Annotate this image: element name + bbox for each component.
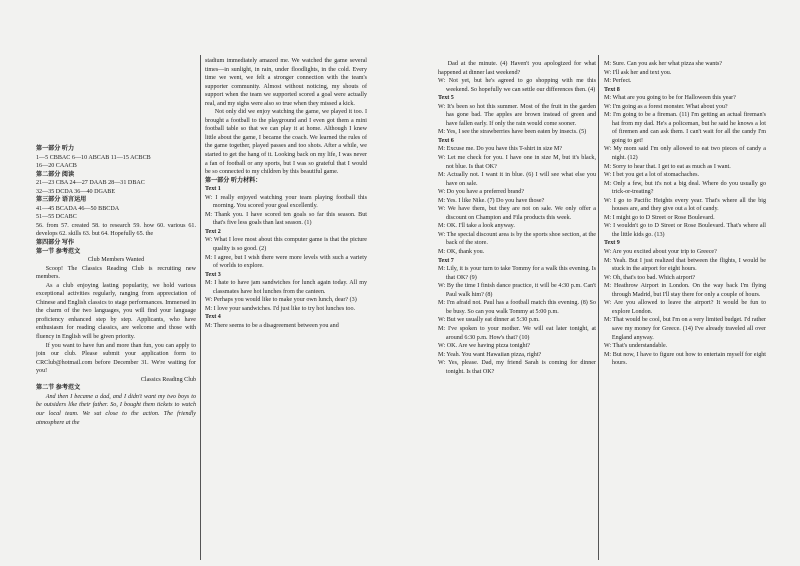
- col1-line: 第一部分 听力: [36, 146, 75, 152]
- col4-line: M: Sure. Can you ask her what pizza she wants?: [604, 61, 723, 67]
- col3-line: M: Yes. I like Nike. (7) Do you have those?: [438, 197, 545, 204]
- col3-line: M: Yeah. You want Hawaiian pizza, right?: [438, 351, 542, 358]
- col4-line: M: That would be cool, but I'm on a very limited budget. I'd rather save my money for Greece. (14) I've already traveled all over England anyway.: [604, 317, 766, 341]
- col4-line: M: What are you going to be for Halloween this year?: [604, 95, 736, 102]
- col1-line: 56. from 57. created 58. to research 59. how 60. various 61. develops 62. skills 63. but 64. Hopefully 65. the: [36, 222, 196, 238]
- col2-line: Text 1: [205, 186, 221, 193]
- col3-line: M: Lily, it is your turn to take Tommy for a walk this evening. Is that OK? (9): [438, 266, 596, 281]
- col4-line: M: Perfect.: [604, 78, 632, 85]
- col3-line: W: We have them, but they are not on sale. We only offer a discount on Champion and Fila products this week.: [438, 206, 596, 221]
- column-4: [604, 0, 766, 566]
- col1-line: 21—23 CBA 24—27 DAAB 28—31 DBAC: [36, 180, 145, 187]
- col2-line: W: What I love most about this computer game is that the picture quality is so good. (2): [205, 237, 367, 253]
- col1-line: Scoop! The Classics Reading Club is recruiting new members.: [36, 265, 196, 281]
- col4-line: W: I go to Pacific Heights every year. That's where all the big houses are, and they give out a lot of candy.: [604, 197, 766, 213]
- col1-line: 第四部分 写作: [36, 240, 75, 247]
- col1-line: Classics Reading Club: [140, 376, 196, 383]
- col1-line: And then I became a dad, and I didn't want my two boys to be outsiders like their father. So, I bought them tickets to watch our local team. We sat close to the action. The friendly atmosphere at the: [36, 393, 196, 426]
- col4-line: M: Only a few, but it's not a big deal. Where do you usually go trick-or-treating?: [604, 180, 766, 196]
- col3-line: M: OK. I'll take a look anyway.: [438, 223, 515, 230]
- col1-line: Club Members Wanted: [87, 257, 145, 264]
- col1-line: 16—20 CAACB: [36, 163, 77, 170]
- col3-line: W: Do you have a preferred brand?: [438, 189, 525, 196]
- col4-line: W: That's understandable.: [604, 343, 668, 350]
- col2-line: Text 3: [205, 271, 221, 278]
- col4-line: Text 8: [604, 86, 620, 93]
- column-2: [205, 0, 367, 566]
- col1-line: If you want to have fun and more than fun, you can apply to join our club. Please submit your application form to CRClub@hotmail.com before December 31. We're waiting for you!: [36, 342, 196, 375]
- col1-line: As a club enjoying lasting popularity, we hold various exceptional activities regularly, ranging from appreciation of Chinese and English classics to stage performances. Immersed in the charm of the two languages, you will find your language proficiency enhanced step by step. Applicants, who have enthusiasm for reading classics, are welcome and those with fluency in English will be given priority.: [36, 282, 196, 341]
- col1-line: 1—5 CBBAC 6—10 ABCAB 11—15 ACBCB: [36, 154, 151, 161]
- col2-line: Text 2: [205, 228, 221, 235]
- col2-line: W: I really enjoyed watching your team playing football this morning. You scored your goal excellently.: [205, 194, 367, 210]
- col4-line: W: I'm going as a forest monster. What about you?: [604, 103, 728, 110]
- col1-line: 第一节 参考范文: [36, 248, 81, 255]
- col3-line: M: Yes, I see the strawberries have been eaten by insects. (5): [438, 129, 587, 136]
- col3-line: W: It's been so hot this summer. Most of the fruit in the garden has gone bad. The apples are brown instead of green and have fallen early. If only the rain would come sooner.: [438, 103, 596, 127]
- col4-line: M: But now, I have to figure out how to entertain myself for eight hours.: [604, 351, 766, 367]
- col3-line: Text 5: [438, 95, 454, 102]
- col2-line: M: I hate to have jam sandwiches for lunch again today. All my classmates have hot lunches from the canteen.: [205, 280, 367, 295]
- col3-line: M: Excuse me. Do you have this T-shirt in size M?: [438, 146, 563, 153]
- col3-line: W: But we usually eat dinner at 5:30 p.m.: [438, 317, 540, 324]
- col4-line: W: I bet you get a lot of stomachaches.: [604, 172, 700, 179]
- col4-line: W: Are you excited about your trip to Greece?: [604, 249, 717, 256]
- col4-line: M: I might go to D Street or Rose Boulevard.: [604, 214, 715, 221]
- col1-line: 51—55 DCABC: [36, 214, 77, 221]
- col2-line: stadium immediately amazed me. We watched the game several times—in sunlight, in rain, under floodlights, in the cold. Every time we went, we felt a stronger connection with the team's supporter community. Almost without noticing, my shouts of support when the team we supported scored a goal were actually real, and my sighs were also so true when they missed a kick.: [205, 58, 367, 107]
- col2-line: M: I agree, but I wish there were more levels with such a variety of worlds to explore.: [205, 254, 367, 270]
- col3-line: M: OK, thank you.: [438, 249, 485, 256]
- col3-line: W: Yes, please. Dad, my friend Sarah is coming for dinner tonight. Is that OK?: [438, 360, 596, 375]
- col4-line: W: Are you allowed to leave the airport? It would be fun to explore London.: [604, 300, 766, 315]
- column-divider-left: [200, 55, 201, 560]
- col3-line: W: The special discount area is by the sports shoe section, at the back of the store.: [438, 231, 596, 247]
- col3-line: Text 7: [438, 257, 454, 264]
- col4-line: M: I'm going to be a fireman. (11) I'm getting an actual fireman's hat from my dad. He's a policeman, but he said he knows a lot of firemen and can ask them. I can't wait for all the candy I'm going to get!: [604, 112, 766, 144]
- col3-line: W: Not yet, but he's agreed to go shopping with me this weekend. So hopefully we can settle our differences then. (4): [438, 78, 596, 93]
- col4-line: W: Oh, that's too bad. Which airport?: [604, 274, 696, 281]
- col4-line: Text 9: [604, 240, 620, 247]
- col4-line: W: I wouldn't go to D Street or Rose Boulevard. That's where all the little kids go. (13): [604, 223, 766, 238]
- col3-line: M: I've spoken to your mother. We will eat later tonight, at around 6:30 p.m. How's that? (10): [438, 325, 596, 341]
- col2-line: W: Perhaps you would like to make your own lunch, dear? (3): [205, 297, 357, 304]
- col3-line: W: OK. Are we having pizza tonight?: [438, 343, 530, 350]
- col1-line: 41—45 BCADA 46—50 BBCDA: [36, 205, 120, 212]
- col3-line: Dad at the minute. (4) Haven't you apologized for what happened at dinner last weekend?: [438, 61, 596, 76]
- column-1: [36, 0, 196, 566]
- col1-line: 第三部分 语言运用: [36, 197, 87, 204]
- column-divider-right: [598, 55, 599, 560]
- col4-line: W: My mom said I'm only allowed to eat two pieces of candy a night. (12): [604, 146, 766, 162]
- col3-line: M: I'm afraid not. Paul has a football match this evening. (8) So be busy. So can you walk Tommy at 5:00 p.m.: [438, 300, 596, 315]
- col2-line: Text 4: [205, 314, 221, 321]
- col1-line: 第二部分 阅读: [36, 171, 75, 178]
- col2-line: M: Thank you. I have scored ten goals so far this season. But that's five less goals than last season. (1): [205, 211, 367, 227]
- col2-line: Not only did we enjoy watching the game, we played it too. I brought a football to the playground and I even got them a mini football table so that we can play it at home. Although I knew little about the game, I became the coach. We learned the rules of the game together, played passes and too shots. After a while, we started to get the hang of it. Looking back on my life, I was never a fan of football or any sports, but I was so grateful that I would be so connected to my children by this beautiful game.: [205, 109, 367, 176]
- col3-line: Text 6: [438, 137, 454, 144]
- col2-line: M: There seems to be a disagreement between you and: [205, 322, 339, 329]
- col1-line: 32—35 DCDA 36—40 DGABE: [36, 188, 116, 195]
- col1-line: 第二节 参考范文: [36, 385, 81, 392]
- col4-line: M: Yeah. But I just realized that between the flights, I would be stuck in the airport for eight hours.: [604, 257, 766, 273]
- col4-line: M: Heathrow Airport in London. On the way back I'm flying through Madrid, but I'll stay there for only a couple of hours.: [604, 283, 766, 298]
- col3-line: W: Let me check for you. I have one in size M, but it's black, not blue. Is that OK?: [438, 155, 596, 170]
- col3-line: W: By the time I finish dance practice, it will be 4:30 p.m. Can't Paul walk him? (8): [438, 283, 596, 298]
- col2-line: M: I love your sandwiches. I'd just like to try hot lunches too.: [205, 305, 356, 312]
- col4-line: M: Sorry to hear that. I get to eat as much as I want.: [604, 163, 731, 170]
- col2-line: 第一部分 听力材料：: [205, 177, 262, 184]
- column-3: [438, 0, 596, 566]
- col3-line: M: Actually not. I want it in blue. (6) I will see what else you have on sale.: [438, 172, 596, 187]
- col4-line: W: I'll ask her and text you.: [604, 69, 672, 76]
